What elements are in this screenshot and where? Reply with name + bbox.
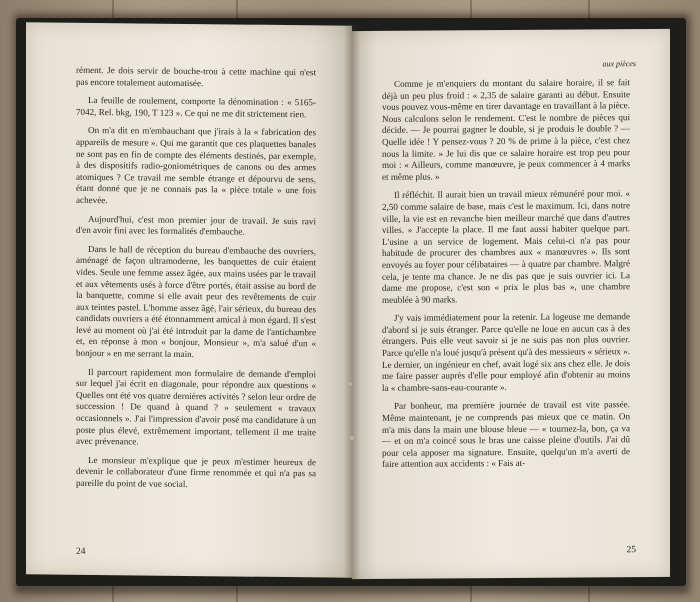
paragraph: Il parcourt rapidement mon formulaire de demande d'emploi sur lequel j'ai écrit en diagonale, pour répondre aux questions « Quelles ont été vos quatre dernières activités ? selon leur ordre de succession ! De quand à quand ? » seulement « travaux occasionnels ». J'ai l'impression d'avoir posé ma candidature à un poste plus élevé, extrêmement important, tellement il me traite avec prévenance. [76, 366, 316, 447]
page-number-left: 24 [76, 546, 86, 557]
paragraph: Aujourd'hui, c'est mon premier jour de travail. Je suis ravi d'en avoir fini avec les formalités d'embauche. [76, 213, 316, 237]
right-page-text [382, 77, 630, 478]
paragraph: Dans le hall de réception du bureau d'embauche des ouvriers, aménagé de façon ultramoderne, les banquettes de cuir étaient vides. Seule une femme assez âgée, aux mains usées par le travail et aux vêtements usés à force d'être portés, était assise au bord de la banquette, comme si elle avait peur des revêtements de cuir aux teintes pastel. L'homme assez âgé, l'air sérieux, du bureau des candidats ouvriers a été étonnamment amical à mon égard. Il s'est levé au moment où j'ai été introduit par la dame de l'antichambre et, en réponse à mon « bonjour, Monsieur », m'a salué d'un « bonjour » en me serrant la main. [76, 243, 316, 360]
paragraph: Il réfléchit. Il aurait bien un travail mieux rémunéré pour moi. « 2,50 comme salaire de base, mais c'est le maximum. Ici, dans notre ville, la vie est en revanche bien meilleur marché que dans d'autres villes. » J'accepte la place. Il me faut aussi habiter quelque part. L'usine a un service de logement. Mais celui-ci n'a pas pour habitude de procurer des chambres aux « manœuvres ». Ils sont envoyés au foyer pour célibataires — à quatre par chambre. Malgré cela, je tente ma chance. Je ne dis pas que je suis ouvrier ici. La dame me propose, c'est son « prix le plus bas », une chambre meublée à 90 marks. [382, 188, 630, 305]
paragraph: J'y vais immédiatement pour la retenir. La logeuse me demande d'abord si je suis étranger. Parce qu'elle ne loue en aucun cas à des étrangers. Puis elle veut savoir si je ne suis pas non plus ouvrier. Parce qu'elle n'a loué jusqu'à présent qu'à des messieurs « sérieux ». Le dernier, un ingénieur en chef, avait logé six ans chez elle. Je dois me faire passer auprès d'elle pour employé afin d'obtenir au moins la « chambre-sans-eau-courante ». [382, 311, 630, 393]
paragraph: Comme je m'enquiers du montant du salaire horaire, il se fait déjà un peu plus froid : « 2,35 de salaire garanti au début. Ensuite vous pouvez vous-même en tirer davantage en travaillant à la pièce. Nous calculons selon le rendement. C'est le nombre de pièces qui décide. — Je pourrai gagner le double, si je produis le double ? — Quelle idée ! Y pensez-vous ? 20 % de prime à la pièce, c'est chez nous la limite. » Je lui dis que ce salaire horaire est trop peu pour moi : « Ailleurs, comme manœuvre, je peux commencer à 4 marks et même plus. » [382, 77, 630, 182]
paragraph: rément. Je dois servir de bouche-trou à cette machine qui n'est pas encore totalement automatisée. [76, 64, 316, 88]
paragraph: La feuille de roulement, comporte la dénomination : « 5165-7042, Rel. bkg, 190, T 123 ». Ce qui ne me dit strictement rien. [76, 95, 316, 120]
left-page-text [76, 65, 316, 499]
book-gutter [344, 24, 360, 580]
running-head: aux pièces [602, 59, 636, 69]
paragraph: Par bonheur, ma première journée de travail est vite passée. Même maintenant, je ne comprends pas mieux que ce matin. On m'a mis dans la main une blouse bleue — « tournez-la, bon, ça va — et on m'a coincé sous le bras une caisse pleine d'outils. J'ai dû pour cela apposer ma signature. Ensuite, quelqu'un m'a averti de faire attention aux accidents : « Fais at- [382, 399, 630, 470]
paragraph: Le monsieur m'explique que je peux m'estimer heureux de devenir le collaborateur d'une firme renommée et qui n'a pas sa pareille du point de vue social. [76, 454, 316, 489]
binding-hole [348, 382, 352, 386]
page-number-right: 25 [626, 545, 636, 556]
right-page [352, 29, 670, 579]
left-page [26, 22, 352, 577]
binding-hole [350, 436, 354, 440]
paragraph: On m'a dit en m'embauchant que j'irais à la « fabrication des appareils de mesure ». Qui me garantit que ces plaquettes banales ne sont pas en fin de compte des éléments destinés, par exemple, à des dispositifs radio-goniométriques de canons ou des armes atomiques ? Ce travail me semble étrange et dépourvu de sens, étant donné que je ne connais pas la « pièce totale » une fois achevée. [76, 125, 316, 206]
